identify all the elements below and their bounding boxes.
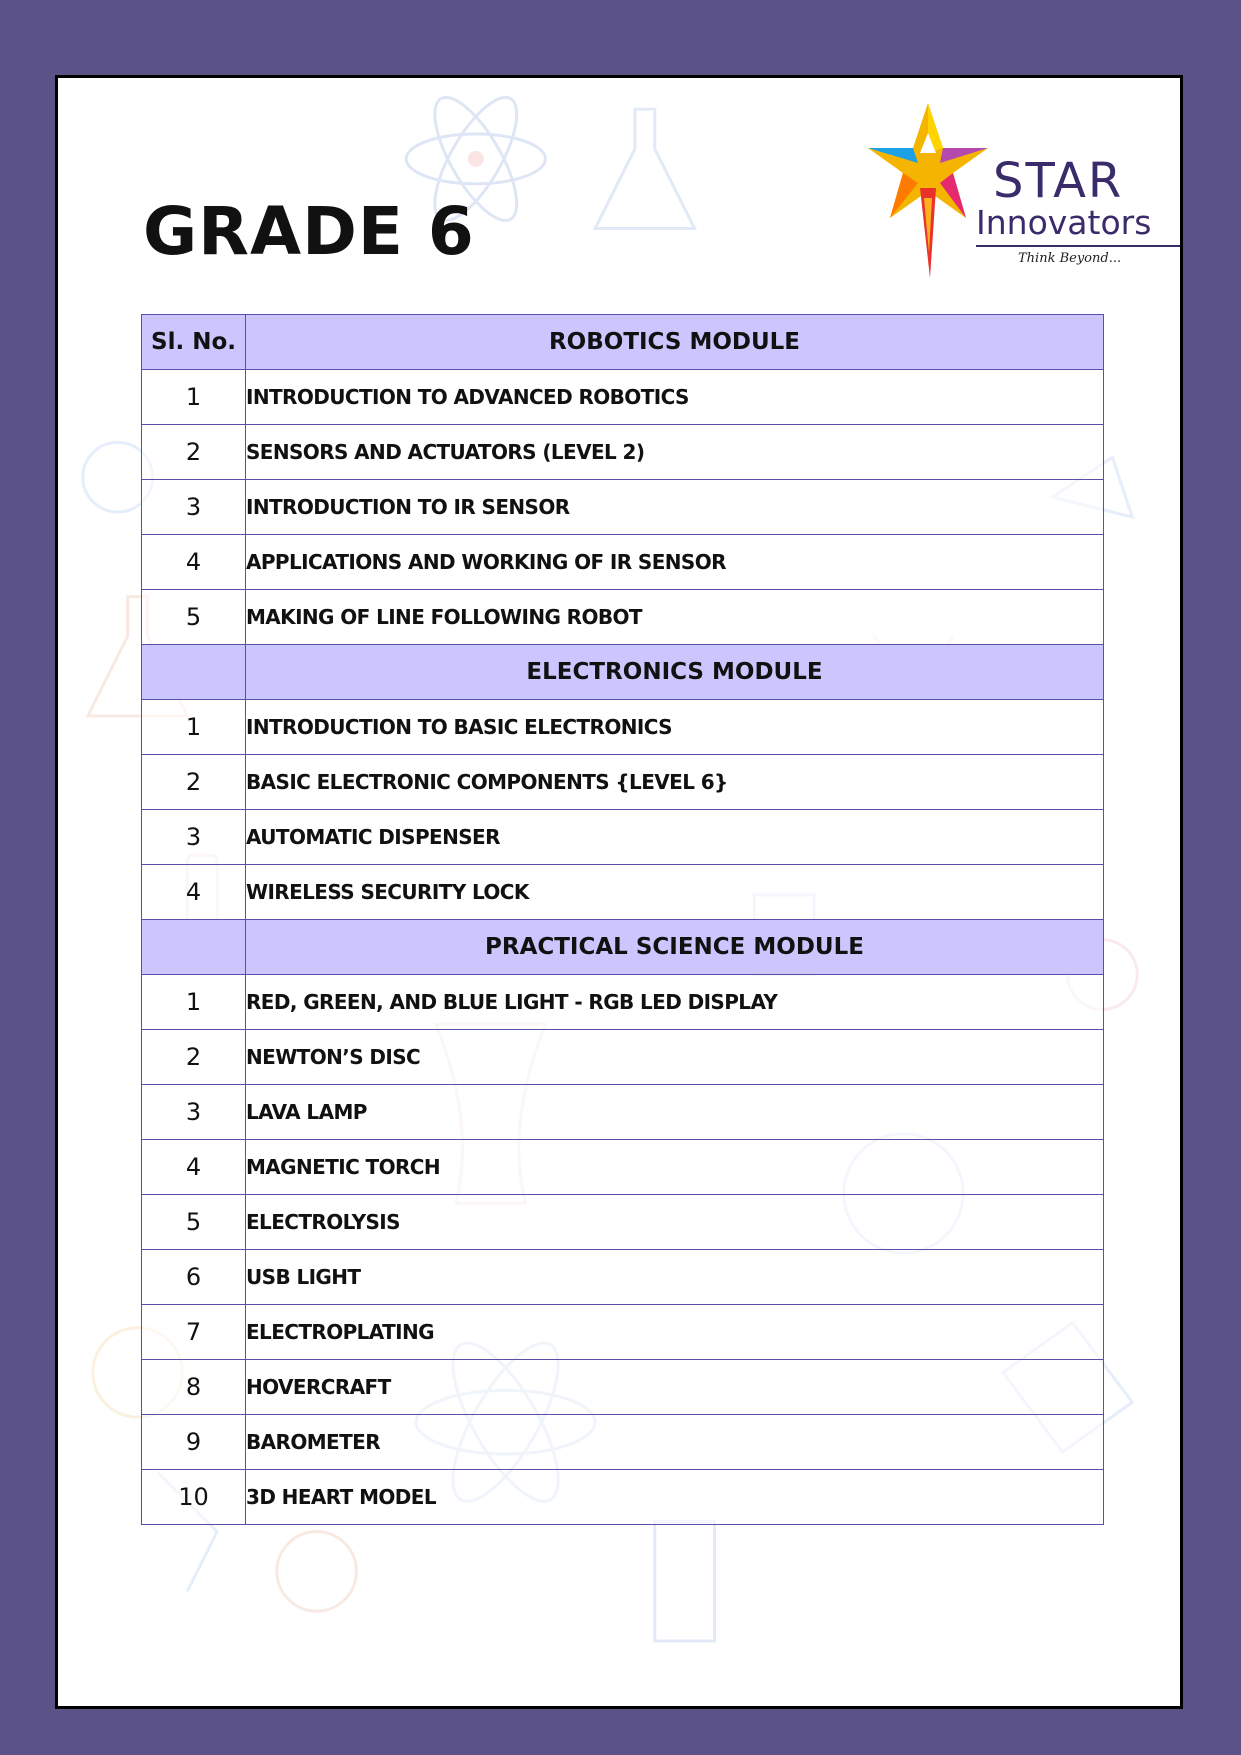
table-row (142, 810, 1104, 865)
sl-no-header: Sl. No. (142, 315, 246, 370)
topic-name: BASIC ELECTRONIC COMPONENTS {LEVEL 6} (246, 755, 1104, 810)
table-row (142, 975, 1104, 1030)
topic-name: ELECTROPLATING (246, 1305, 1104, 1360)
serial-number: 1 (142, 975, 246, 1030)
topic-name: APPLICATIONS AND WORKING OF IR SENSOR (246, 535, 1104, 590)
table-row (142, 1305, 1104, 1360)
module-title: PRACTICAL SCIENCE MODULE (246, 920, 1104, 975)
topic-name: INTRODUCTION TO ADVANCED ROBOTICS (246, 370, 1104, 425)
serial-number: 4 (142, 865, 246, 920)
topic-name: MAKING OF LINE FOLLOWING ROBOT (246, 590, 1104, 645)
topic-name: SENSORS AND ACTUATORS (LEVEL 2) (246, 425, 1104, 480)
sl-no-header (142, 920, 246, 975)
serial-number: 5 (142, 590, 246, 645)
topic-name: WIRELESS SECURITY LOCK (246, 865, 1104, 920)
topic-name: AUTOMATIC DISPENSER (246, 810, 1104, 865)
topic-name: RED, GREEN, AND BLUE LIGHT - RGB LED DISPLAY (246, 975, 1104, 1030)
table-row (142, 1415, 1104, 1470)
topic-name: BAROMETER (246, 1415, 1104, 1470)
brand-divider (976, 245, 1183, 247)
brand-subname: Innovators (976, 203, 1152, 242)
sl-no-header (142, 645, 246, 700)
table-row (142, 1470, 1104, 1525)
table-row (142, 1140, 1104, 1195)
topic-name: MAGNETIC TORCH (246, 1140, 1104, 1195)
serial-number: 8 (142, 1360, 246, 1415)
serial-number: 2 (142, 1030, 246, 1085)
serial-number: 2 (142, 755, 246, 810)
topic-name: NEWTON’S DISC (246, 1030, 1104, 1085)
table-row (142, 480, 1104, 535)
table-row (142, 865, 1104, 920)
table-row (142, 1360, 1104, 1415)
serial-number: 3 (142, 810, 246, 865)
serial-number: 9 (142, 1415, 246, 1470)
brand-name: STAR (993, 153, 1124, 209)
topic-name: 3D HEART MODEL (246, 1470, 1104, 1525)
topic-name: ELECTROLYSIS (246, 1195, 1104, 1250)
table-row (142, 700, 1104, 755)
table-row (142, 755, 1104, 810)
table-row (142, 1195, 1104, 1250)
module-title: ELECTRONICS MODULE (246, 645, 1104, 700)
section-header-row (142, 920, 1104, 975)
topic-name: INTRODUCTION TO BASIC ELECTRONICS (246, 700, 1104, 755)
section-header-row (142, 645, 1104, 700)
table-row (142, 535, 1104, 590)
serial-number: 2 (142, 425, 246, 480)
serial-number: 1 (142, 370, 246, 425)
table-row (142, 1250, 1104, 1305)
page-title: GRADE 6 (143, 193, 475, 270)
module-title: ROBOTICS MODULE (246, 315, 1104, 370)
serial-number: 6 (142, 1250, 246, 1305)
serial-number: 1 (142, 700, 246, 755)
document-page (55, 75, 1183, 1709)
section-header-row (142, 315, 1104, 370)
serial-number: 5 (142, 1195, 246, 1250)
topic-name: USB LIGHT (246, 1250, 1104, 1305)
serial-number: 3 (142, 480, 246, 535)
topic-name: LAVA LAMP (246, 1085, 1104, 1140)
serial-number: 4 (142, 1140, 246, 1195)
curriculum-table (141, 314, 1104, 1525)
table-row (142, 425, 1104, 480)
brand-tagline: Think Beyond... (1018, 251, 1122, 266)
serial-number: 3 (142, 1085, 246, 1140)
table-row (142, 1030, 1104, 1085)
serial-number: 10 (142, 1470, 246, 1525)
topic-name: HOVERCRAFT (246, 1360, 1104, 1415)
table-row (142, 370, 1104, 425)
serial-number: 7 (142, 1305, 246, 1360)
table-row (142, 1085, 1104, 1140)
topic-name: INTRODUCTION TO IR SENSOR (246, 480, 1104, 535)
table-row (142, 590, 1104, 645)
serial-number: 4 (142, 535, 246, 590)
